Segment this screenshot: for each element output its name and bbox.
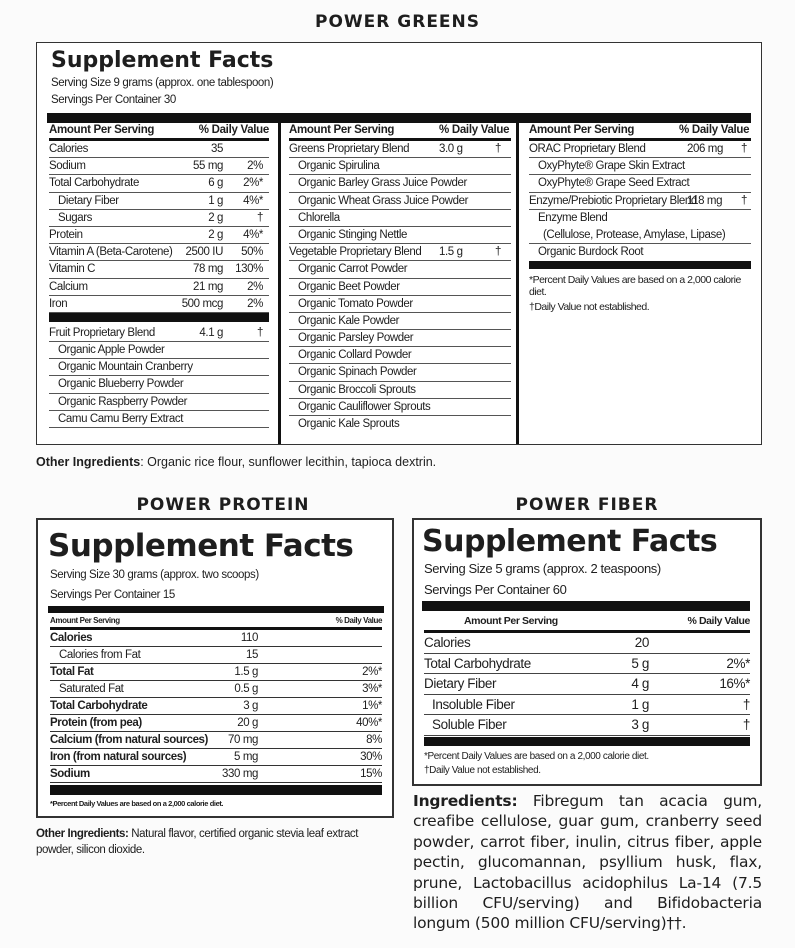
nutrient-dv: 15%: [360, 768, 382, 780]
greens-other-ingredients: [36, 455, 436, 469]
protein-table: [50, 613, 382, 808]
nutrient-name: Total Carbohydrate: [49, 177, 139, 190]
fiber-serving-size: Serving Size 5 grams (approx. 2 teaspoons): [424, 561, 661, 576]
blend-ingredient: Organic Kale Sprouts: [298, 418, 400, 430]
fiber-facts-title: Supplement Facts: [422, 524, 718, 559]
nutrient-amount: 4.1 g: [199, 326, 223, 339]
blend-ingredient: Organic Broccoli Sprouts: [289, 382, 511, 399]
nutrient-dv: 3%*: [362, 683, 382, 695]
nutrient-name: Sodium: [49, 160, 86, 173]
greens-col1-rows: [49, 141, 269, 313]
header-dv: % Daily Value: [439, 123, 510, 136]
greens-col3-header: [529, 121, 751, 141]
greens-blend-row: [289, 141, 511, 158]
nutrient-amount: 21 mg: [193, 280, 223, 293]
blend-ingredient: Organic Carrot Powder: [289, 261, 511, 278]
greens-col1-header: [49, 121, 269, 141]
nutrient-name: Sugars: [58, 211, 93, 224]
nutrient-row: [49, 227, 269, 244]
nutrient-dv: 4%*: [243, 194, 263, 207]
nutrient-name: Iron (from natural sources): [50, 751, 187, 763]
fiber-table: [424, 611, 750, 776]
greens-serving-size: Serving Size 9 grams (approx. one tablespoon): [51, 77, 274, 89]
nutrient-amount: 1 g: [208, 194, 223, 207]
blend-ingredient: Organic Wheat Grass Juice Powder: [289, 193, 511, 210]
nutrient-name: Total Carbohydrate: [50, 700, 148, 712]
nutrient-name: Protein: [49, 229, 83, 242]
nutrient-row: [49, 158, 269, 175]
nutrient-dv: 16%*: [719, 676, 750, 692]
nutrient-amount: 78 mg: [193, 263, 223, 276]
nutrient-amount: 118 mg: [687, 194, 723, 207]
fiber-top-bar: [422, 601, 750, 611]
header-amount: Amount Per Serving: [289, 123, 395, 136]
other-ingredients-label: Other Ingredients: [36, 455, 141, 469]
nutrient-name: Enzyme/Prebiotic Proprietary Blend: [529, 194, 697, 207]
nutrient-dv: 2%: [247, 280, 263, 293]
nutrient-row: [49, 261, 269, 278]
nutrient-amount: 70 mg: [228, 734, 258, 746]
nutrient-dv: 1%*: [362, 700, 382, 712]
vegetable-blend-row: [289, 244, 511, 261]
nutrient-amount: 3.0 g: [439, 143, 463, 156]
ingredients-label: Ingredients:: [413, 792, 518, 810]
nutrient-name: Vitamin A (Beta-Carotene): [49, 246, 173, 259]
nutrient-dv: †: [495, 246, 501, 259]
protein-bottom-bar: [50, 785, 382, 795]
nutrient-amount: 4 g: [631, 676, 649, 692]
nutrient-name: Dietary Fiber: [58, 194, 119, 207]
header-dv: % Daily Value: [335, 615, 382, 625]
nutrient-row: [50, 732, 382, 749]
greens-facts-panel: [36, 42, 762, 445]
header-amount: Amount Per Serving: [49, 123, 155, 136]
greens-col2-header: [289, 121, 511, 141]
blend-ingredient: Organic Beet Powder: [289, 279, 511, 296]
nutrient-amount: 2500 IU: [185, 246, 223, 259]
nutrient-dv: 2%: [247, 160, 263, 173]
blend-ingredient: Organic Blueberry Powder: [49, 376, 269, 393]
greens-divider-1: [278, 123, 281, 444]
nutrient-name: Calories: [50, 632, 93, 644]
nutrient-amount: 3 g: [631, 717, 649, 733]
blend-ingredient: Organic Kale Powder: [289, 313, 511, 330]
greens-servings-per: Servings Per Container 30: [51, 94, 176, 106]
nutrient-amount: 2 g: [208, 229, 223, 242]
power-fiber-title: POWER FIBER: [515, 495, 659, 515]
nutrient-row: [50, 681, 382, 698]
nutrient-row: [49, 175, 269, 192]
fruit-blend-row: [49, 325, 269, 342]
nutrient-amount: 5 g: [631, 655, 649, 671]
enzyme-label: Enzyme Blend: [538, 211, 608, 224]
blend-ingredient: Organic Cauliflower Sprouts: [289, 399, 511, 416]
power-protein-title: POWER PROTEIN: [136, 495, 310, 515]
nutrient-amount: 500 mcg: [181, 297, 223, 310]
other-ingredients-text: Natural flavor, certified organic stevia leaf extract powder, silicon dioxide.: [36, 828, 359, 856]
nutrient-amount: 6 g: [208, 177, 223, 190]
ingredients-text: Fibregum tan acacia gum, creafibe cellulose, guar gum, cranberry seed powder, carrot fiber, inulin, citrus fiber, apple pectin, glucomannan, psyllium husk, flax, prune, Lactobacillus acidophilus La-14 (7.5 billion CFU/serving) and Bifidobacteria longum (500 million CFU/serving)††.: [413, 792, 762, 933]
fiber-servings-per: Servings Per Container 60: [424, 582, 567, 597]
nutrient-name: Dietary Fiber: [424, 676, 497, 692]
enzyme-blend-row: [529, 193, 751, 210]
nutrient-amount: 20: [634, 635, 649, 651]
nutrient-row: [50, 664, 382, 681]
protein-serving-size: Serving Size 30 grams (approx. two scoops): [50, 569, 259, 581]
nutrient-row: [424, 654, 750, 675]
greens-divider-2: [516, 123, 519, 444]
nutrient-dv: †: [741, 143, 747, 156]
nutrient-name: Calcium: [49, 280, 88, 293]
nutrient-name: Vitamin C: [49, 263, 96, 276]
nutrient-dv: 2%*: [243, 177, 263, 190]
fiber-note-dagger: †Daily Value not established.: [424, 764, 541, 776]
nutrient-amount: 110: [240, 632, 258, 644]
other-ingredients-label: Other Ingredients:: [36, 828, 129, 840]
nutrient-row: [424, 715, 750, 736]
blend-ingredient: Organic Spirulina: [289, 158, 511, 175]
fruit-blend-items: [49, 342, 269, 428]
nutrient-row: [50, 630, 382, 647]
nutrient-amount: 330 mg: [222, 768, 258, 780]
greens-note-dagger: †Daily Value not established.: [529, 300, 650, 313]
nutrient-amount: 20 g: [237, 717, 258, 729]
nutrient-dv: 8%: [366, 734, 382, 746]
nutrient-dv: †: [257, 211, 263, 224]
nutrient-dv: 50%: [241, 246, 263, 259]
nutrient-row: [50, 749, 382, 766]
nutrient-dv: †: [742, 717, 750, 733]
greens-col3-bar: [529, 261, 751, 269]
nutrient-row: [49, 141, 269, 158]
blend-ingredient: Organic Stinging Nettle: [289, 227, 511, 244]
nutrient-dv: 30%: [360, 751, 382, 763]
nutrient-name: Total Fat: [50, 666, 94, 678]
nutrient-dv: 40%*: [356, 717, 382, 729]
nutrient-name: Fruit Proprietary Blend: [49, 326, 155, 339]
nutrient-dv: †: [495, 143, 501, 156]
nutrient-amount: 5 mg: [234, 751, 258, 763]
nutrient-dv: †: [742, 696, 750, 712]
enzyme-detail: (Cellulose, Protease, Amylase, Lipase): [529, 227, 751, 244]
nutrient-name: ORAC Proprietary Blend: [529, 143, 646, 156]
header-amount: Amount Per Serving: [464, 614, 558, 627]
nutrient-dv: †: [741, 194, 747, 207]
nutrient-name: Total Carbohydrate: [424, 655, 531, 671]
orac-blend-row: [529, 141, 751, 158]
nutrient-name: Protein (from pea): [50, 717, 142, 729]
nutrient-row: [50, 698, 382, 715]
nutrient-amount: 3 g: [243, 700, 258, 712]
protein-rows: [50, 630, 382, 783]
blend-ingredient: Organic Collard Powder: [289, 347, 511, 364]
greens-blend-items: [289, 158, 511, 244]
blend-ingredient: Organic Parsley Powder: [289, 330, 511, 347]
blend-ingredient: Organic Spinach Powder: [289, 364, 511, 381]
nutrient-name: Soluble Fiber: [432, 717, 507, 733]
blend-ingredient: Camu Camu Berry Extract: [49, 411, 269, 428]
nutrient-row: [49, 244, 269, 261]
other-ingredients-text: : Organic rice flour, sunflower lecithin, tapioca dextrin.: [140, 455, 437, 469]
fiber-note-dv: *Percent Daily Values are based on a 2,000 calorie diet.: [424, 750, 649, 762]
blend-ingredient: OxyPhyte® Grape Seed Extract: [529, 175, 751, 192]
nutrient-amount: 1 g: [631, 696, 649, 712]
nutrient-name: Calories from Fat: [59, 649, 141, 661]
nutrient-row: [50, 766, 382, 783]
vegetable-blend-items: [289, 261, 511, 433]
blend-ingredient: Organic Mountain Cranberry: [49, 359, 269, 376]
header-amount: Amount Per Serving: [50, 615, 120, 625]
nutrient-amount: 55 mg: [193, 160, 223, 173]
protein-top-bar: [48, 606, 384, 613]
nutrient-row: [424, 674, 750, 695]
fiber-header: [424, 611, 750, 633]
nutrient-amount: 1.5 g: [234, 666, 258, 678]
nutrient-dv: †: [257, 326, 263, 339]
nutrient-amount: 35: [211, 143, 223, 156]
nutrient-row: [50, 715, 382, 732]
fiber-rows: [424, 633, 750, 736]
protein-note: *Percent Daily Values are based on a 2,000 calorie diet.: [50, 799, 224, 808]
nutrient-amount: 206 mg: [687, 143, 723, 156]
nutrient-name: Vegetable Proprietary Blend: [289, 246, 422, 259]
nutrient-name: Insoluble Fiber: [432, 696, 515, 712]
nutrient-amount: 0.5 g: [234, 683, 258, 695]
burdock-root: Organic Burdock Root: [538, 245, 644, 258]
nutrient-row: [49, 210, 269, 227]
protein-header: [50, 613, 382, 630]
nutrient-amount: 2 g: [208, 211, 223, 224]
nutrient-name: Saturated Fat: [59, 683, 124, 695]
nutrient-row: [49, 279, 269, 296]
nutrient-name: Calcium (from natural sources): [50, 734, 208, 746]
protein-facts-panel: [36, 518, 394, 818]
orac-blend-items: [529, 158, 751, 192]
nutrient-name: Iron: [49, 297, 68, 310]
greens-note-dv: *Percent Daily Values are based on a 2,000 calorie diet.: [529, 273, 741, 298]
header-amount: Amount Per Serving: [529, 123, 635, 136]
blend-ingredient: Organic Tomato Powder: [289, 296, 511, 313]
protein-facts-title: Supplement Facts: [48, 528, 354, 564]
nutrient-row: [424, 633, 750, 654]
greens-facts-title: Supplement Facts: [51, 48, 274, 73]
header-dv: % Daily Value: [679, 123, 750, 136]
nutrient-amount: 1.5 g: [439, 246, 463, 259]
protein-servings-per: Servings Per Container 15: [50, 589, 175, 601]
nutrient-name: Calories: [424, 635, 471, 651]
nutrient-row: [49, 296, 269, 313]
nutrient-amount: 15: [246, 649, 258, 661]
nutrient-row: [49, 193, 269, 210]
nutrient-name: Sodium: [50, 768, 90, 780]
blend-ingredient: Chlorella: [289, 210, 511, 227]
blend-ingredient: Organic Apple Powder: [49, 342, 269, 359]
fiber-facts-panel: [412, 518, 762, 786]
nutrient-dv: 2%*: [726, 655, 750, 671]
nutrient-row: [424, 695, 750, 716]
nutrient-dv: 2%: [247, 297, 263, 310]
nutrient-dv: 2%*: [362, 666, 382, 678]
greens-col3: [529, 121, 751, 522]
nutrient-name: Greens Proprietary Blend: [289, 143, 410, 156]
fiber-bottom-bar: [424, 737, 750, 746]
nutrient-row: [50, 647, 382, 664]
blend-ingredient: OxyPhyte® Grape Skin Extract: [529, 158, 751, 175]
blend-ingredient: Organic Barley Grass Juice Powder: [289, 175, 511, 192]
fiber-ingredients: [413, 791, 762, 934]
nutrient-name: Calories: [49, 143, 88, 156]
nutrient-dv: 130%: [235, 263, 263, 276]
header-dv: % Daily Value: [687, 614, 750, 627]
nutrient-dv: 4%*: [243, 229, 263, 242]
protein-other-ingredients: [36, 826, 394, 858]
header-dv: % Daily Value: [198, 123, 269, 136]
greens-col1-bar: [49, 313, 269, 322]
blend-ingredient: Organic Raspberry Powder: [49, 394, 269, 411]
power-greens-title: POWER GREENS: [314, 12, 481, 32]
